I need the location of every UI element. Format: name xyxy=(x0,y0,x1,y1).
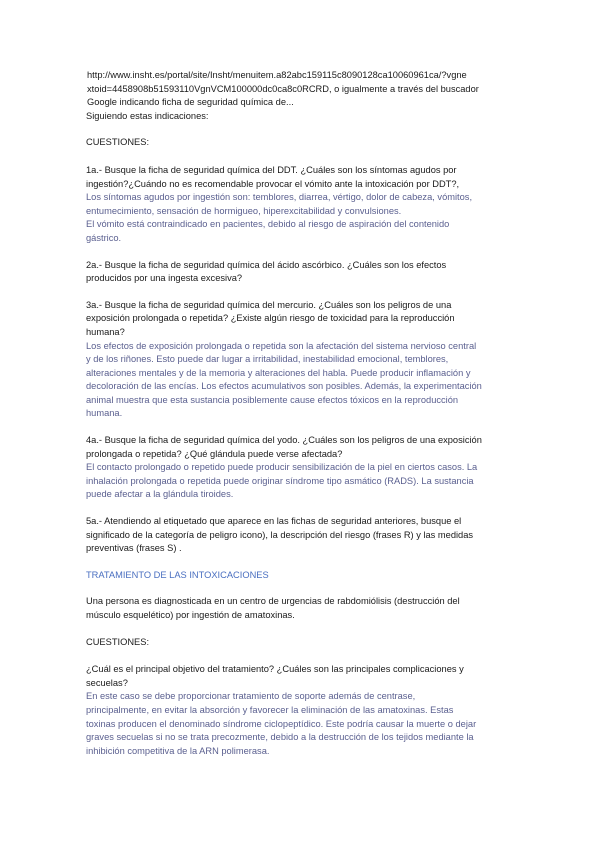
question-text: 3a.- Busque la ficha de seguridad química del mercurio. ¿Cuáles son los peligros de una exposición prolongada o repetida? ¿Existe algún riesgo de toxicidad para la reproducción humana? xyxy=(86,299,455,337)
section-questions-heading: CUESTIONES: xyxy=(86,636,150,647)
question-text: 2a.- Busque la ficha de seguridad química del ácido ascórbico. ¿Cuáles son los efectos producidos por una ingesta excesiva? xyxy=(86,259,447,284)
question-block-5 xyxy=(86,515,522,556)
case-description: Una persona es diagnosticada en un centro de urgencias de rabdomiólisis (destrucción del músculo esquelético) por ingestión de amatoxinas. xyxy=(86,596,460,620)
question-text: 5a.- Atendiendo al etiquetado que aparece en las fichas de seguridad anteriores, busque el significado de la categoría de peligro icono), la descripción del riesgo (frases R) y las medidas preventivas (frases S) . xyxy=(86,516,474,554)
question-block-1 xyxy=(86,164,522,246)
question-block-2 xyxy=(86,259,522,286)
source-url-text: http://www.insht.es/portal/site/Insht/menuitem.a82abc159115c8090128ca10060961ca/?vgne xtoid=4458908b51593110VgnVCM100000dc0ca8c0RCRD, o igualmente a través del buscador Google indicando ficha de seguridad química de... xyxy=(87,70,479,108)
question-text: 4a.- Busque la ficha de seguridad química del yodo. ¿Cuáles son los peligros de una exposición prolongada o repetida? ¿Qué glándula puede verse afectada? xyxy=(86,435,482,459)
question-text: 1a.- Busque la ficha de seguridad química del DDT. ¿Cuáles son los síntomas agudos por ingestión?¿Cuándo no es recomendable provocar el vómito ante la intoxicación por DDT?, xyxy=(86,164,460,189)
instructions-text: Siguiendo estas indicaciones: xyxy=(86,110,209,121)
document-body xyxy=(86,69,522,758)
section-question-block xyxy=(86,663,522,758)
section-title: TRATAMIENTO DE LAS INTOXICACIONES xyxy=(86,569,269,580)
answer-text: Los efectos de exposición prolongada o repetida son la afectación del sistema nervioso central y de los riñones. Esto puede dar lugar a irritabilidad, inestabilidad emocional, temblores, alteraciones mentales y de la memoria y alteraciones del habla. Puede producir inflamación y decoloración de las encías. Los efectos acumulativos son posibles. Además, la experimentación animal muestra que esta sustancia posiblemente cause efectos tóxicos en la reproducción humana. xyxy=(86,340,482,419)
question-block-3 xyxy=(86,299,522,421)
answer-text: Los síntomas agudos por ingestión son: temblores, diarrea, vértigo, dolor de cabeza, vómitos, entumecimiento, sensación de hormigueo, hiperexcitabilidad y convulsiones. El vómito está contraindicado en pacientes, debido al riesgo de aspiración del contenido gástrico. xyxy=(86,192,473,243)
answer-text: El contacto prolongado o repetido puede producir sensibilización de la piel en ciertos casos. La inhalación prolongada o repetida puede originar síndrome tipo asmático (RADS). La sustancia puede afectar a la glándula tiroides. xyxy=(86,462,478,500)
answer-text: En este caso se debe proporcionar tratamiento de soporte además de centrase, principalmente, en evitar la absorción y favorecer la eliminación de las amatoxinas. Estas toxinas producen el denominado síndrome ciclopeptídico. Este podría causar la muerte o dejar graves secuelas si no se trata precozmente, debido a la destrucción de los tejidos mediante la inhibición competitiva de la ARN polimerasa. xyxy=(86,691,477,756)
question-text: ¿Cuál es el principal objetivo del tratamiento? ¿Cuáles son las principales complicaciones y secuelas? xyxy=(86,664,464,688)
questions-heading: CUESTIONES: xyxy=(86,137,150,148)
question-block-4 xyxy=(86,434,522,502)
